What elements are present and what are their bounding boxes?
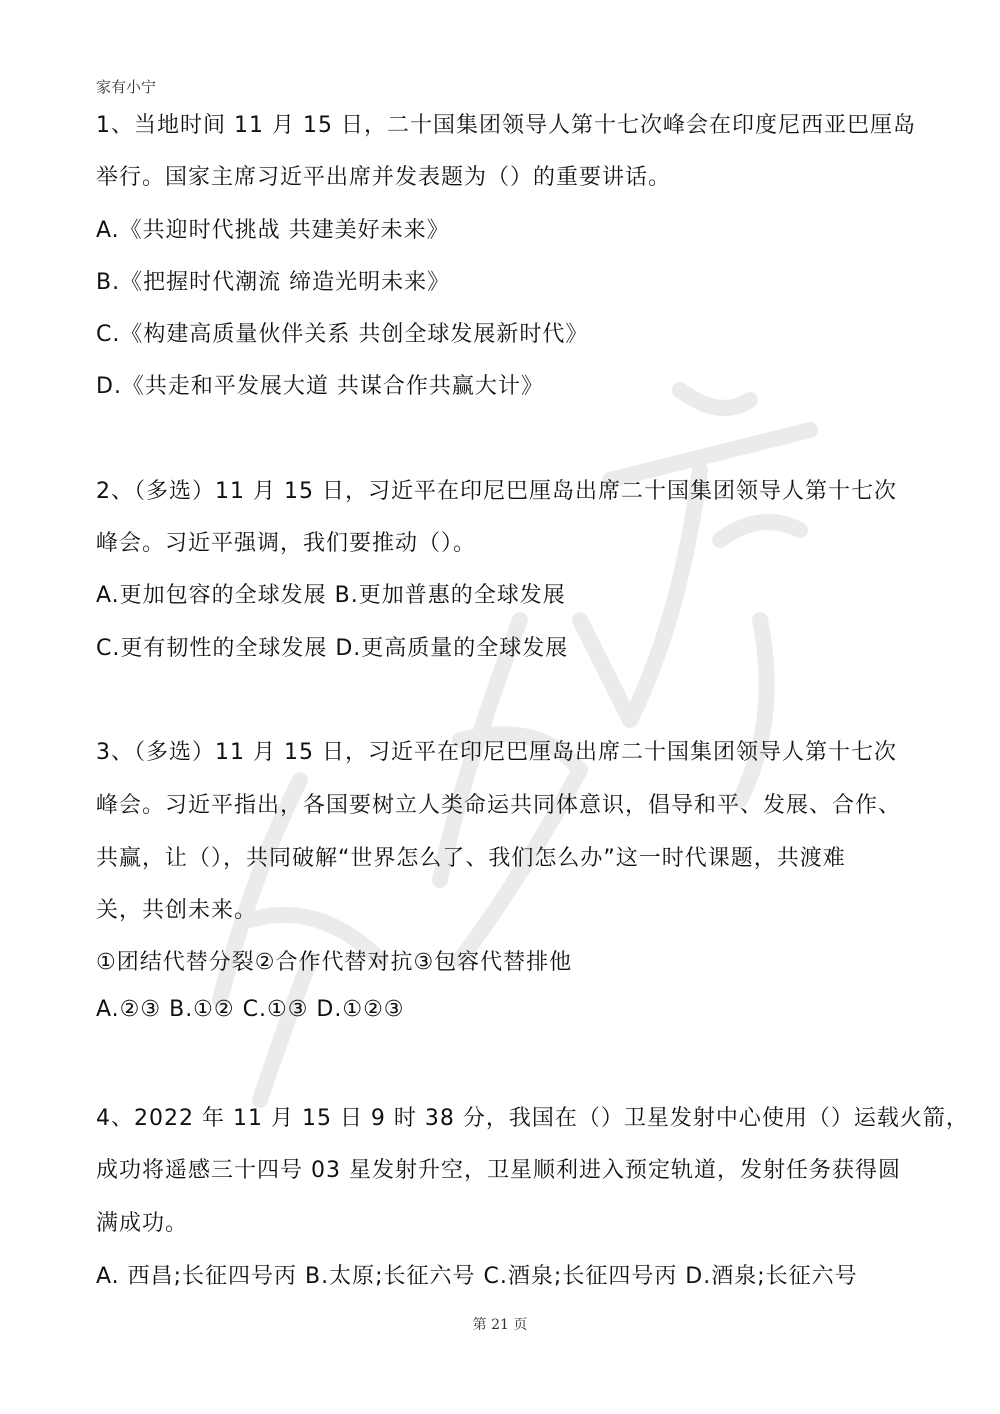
question-4-options: A. 西昌;长征四号丙 B.太原;长征六号 C.酒泉;长征四号丙 D.酒泉;长征六号 <box>96 1264 858 1289</box>
question-2-line-2: 峰会。习近平强调，我们要推动（）。 <box>96 531 477 556</box>
question-3-options: A.②③ B.①② C.①③ D.①②③ <box>96 997 405 1022</box>
question-2-line-1: 2、（多选）11 月 15 日，习近平在印尼巴厘岛出席二十国集团领导人第十七次 <box>96 479 897 504</box>
question-3-line-1: 3、（多选）11 月 15 日，习近平在印尼巴厘岛出席二十国集团领导人第十七次 <box>96 740 897 765</box>
page-number: 第 21 页 <box>472 1317 528 1333</box>
question-4-line-1: 4、2022 年 11 月 15 日 9 时 38 分，我国在（）卫星发射中心使用（）运载火箭， <box>96 1106 969 1131</box>
question-2-options-cd: C.更有韧性的全球发展 D.更高质量的全球发展 <box>96 636 569 661</box>
page-header: 家有小宁 <box>96 78 157 96</box>
question-2-options-ab: A.更加包容的全球发展 B.更加普惠的全球发展 <box>96 583 566 608</box>
question-3-line-3: 共赢，让（），共同破解“世界怎么了、我们怎么办”这一时代课题，共渡难 <box>96 846 846 871</box>
question-1-option-c: C.《构建高质量伙伴关系 共创全球发展新时代》 <box>96 322 589 347</box>
question-1-option-b: B.《把握时代潮流 缔造光明未来》 <box>96 270 451 295</box>
question-3-line-4: 关，共创未来。 <box>96 898 258 923</box>
question-1-line-1: 1、当地时间 11 月 15 日，二十国集团领导人第十七次峰会在印度尼西亚巴厘岛 <box>96 113 916 138</box>
question-4-line-3: 满成功。 <box>96 1211 189 1236</box>
question-1-line-2: 举行。国家主席习近平出席并发表题为（）的重要讲话。 <box>96 165 672 190</box>
question-1-option-d: D.《共走和平发展大道 共谋合作共赢大计》 <box>96 374 544 399</box>
question-3-statements: ①团结代替分裂②合作代替对抗③包容代替排他 <box>96 950 573 975</box>
question-1-option-a: A.《共迎时代挑战 共建美好未来》 <box>96 218 450 243</box>
question-3-line-2: 峰会。习近平指出，各国要树立人类命运共同体意识，倡导和平、发展、合作、 <box>96 793 902 818</box>
question-4-line-2: 成功将遥感三十四号 03 星发射升空，卫星顺利进入预定轨道，发射任务获得圆 <box>96 1158 901 1183</box>
